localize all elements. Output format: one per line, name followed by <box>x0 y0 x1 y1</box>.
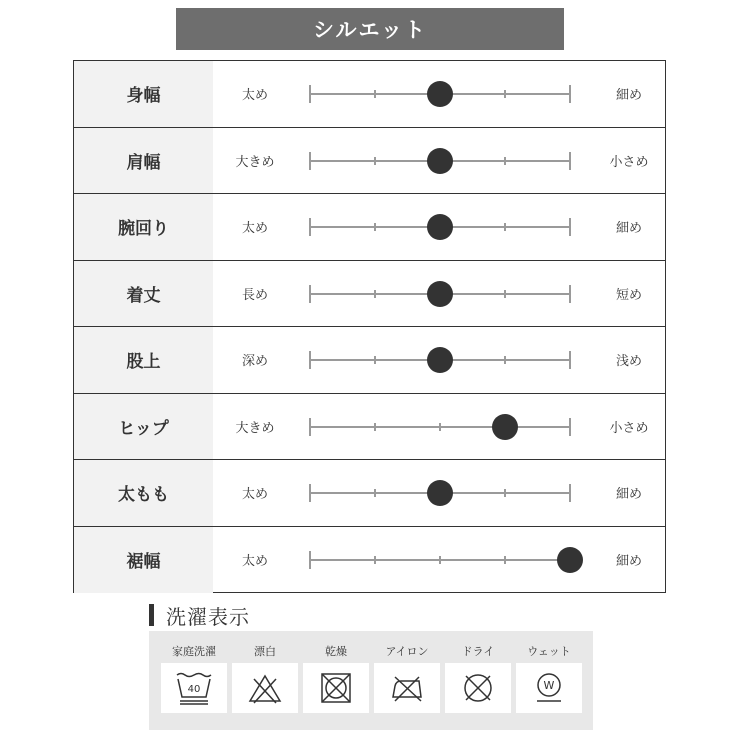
scale-tick <box>569 484 571 502</box>
scale-tick <box>504 223 506 231</box>
silhouette-row <box>74 460 665 527</box>
scale-marker <box>427 281 453 307</box>
silhouette-table <box>73 60 666 593</box>
scale-tick <box>504 556 506 564</box>
scale-tick <box>504 157 506 165</box>
wash-label: 家庭洗濯 <box>172 645 216 658</box>
scale-marker <box>557 547 583 573</box>
wash-item-dryclean <box>445 631 511 730</box>
wash-item-home <box>161 631 227 730</box>
scale-tick <box>569 285 571 303</box>
scale-tick <box>309 551 311 569</box>
wash-item-bleach <box>232 631 298 730</box>
scale-line <box>310 492 570 494</box>
scale-tick <box>309 418 311 436</box>
scale-line <box>310 559 570 561</box>
no-bleach-icon <box>232 663 298 713</box>
scale-tick <box>374 489 376 497</box>
silhouette-row <box>74 261 665 328</box>
wash-tub-40-icon <box>161 663 227 713</box>
scale-tick <box>504 290 506 298</box>
wash-heading-text: 洗濯表示 <box>166 604 250 629</box>
scale-line <box>310 160 570 162</box>
scale-line <box>310 359 570 361</box>
scale-left-label: 大きめ <box>235 420 275 436</box>
scale-tick <box>374 223 376 231</box>
scale-tick <box>569 418 571 436</box>
scale-left-label: 太め <box>241 88 268 104</box>
scale-right-label: 短め <box>615 287 642 303</box>
scale-right-label: 細め <box>615 554 642 570</box>
scale-line <box>310 293 570 295</box>
scale-right-label: 細め <box>615 487 642 503</box>
scale-tick <box>569 218 571 236</box>
heading-bar <box>149 604 154 626</box>
scale-tick <box>569 152 571 170</box>
scale-marker <box>427 214 453 240</box>
scale-tick <box>374 356 376 364</box>
row-label: 身幅 <box>74 61 213 127</box>
section-title: シルエット <box>176 8 564 50</box>
silhouette-row <box>74 194 665 261</box>
row-label: 着丈 <box>74 261 213 327</box>
no-dry-clean-icon <box>445 663 511 713</box>
scale-tick <box>374 423 376 431</box>
scale-left-label: 深め <box>241 354 268 370</box>
no-tumble-dry-icon <box>303 663 369 713</box>
scale-tick <box>439 423 441 431</box>
row-label: ヒップ <box>74 394 213 460</box>
scale-tick <box>374 556 376 564</box>
silhouette-row <box>74 394 665 461</box>
row-label: 腕回り <box>74 194 213 260</box>
silhouette-row <box>74 527 665 594</box>
scale-tick <box>374 290 376 298</box>
scale-tick <box>309 85 311 103</box>
wash-panel <box>149 631 593 730</box>
silhouette-row <box>74 128 665 195</box>
scale-left-label: 太め <box>241 554 268 570</box>
wash-item-dry <box>303 631 369 730</box>
scale-left-label: 太め <box>241 487 268 503</box>
scale-line <box>310 226 570 228</box>
scale-tick <box>309 351 311 369</box>
scale-tick <box>569 85 571 103</box>
scale-tick <box>309 218 311 236</box>
scale-left-label: 大きめ <box>235 154 275 170</box>
silhouette-row <box>74 61 665 128</box>
scale-right-label: 小さめ <box>609 154 649 170</box>
scale-left-label: 長め <box>241 287 268 303</box>
no-iron-icon <box>374 663 440 713</box>
scale-tick <box>504 90 506 98</box>
wash-heading <box>149 603 250 627</box>
scale-marker <box>427 480 453 506</box>
scale-tick <box>374 90 376 98</box>
wash-label: 漂白 <box>254 645 276 658</box>
wash-label: 乾燥 <box>325 645 347 658</box>
wet-letter: W <box>543 679 555 692</box>
wash-label: ウェット <box>527 645 571 658</box>
scale-right-label: 小さめ <box>609 420 649 436</box>
scale-right-label: 細め <box>615 221 642 237</box>
scale-tick <box>374 157 376 165</box>
row-label: 股上 <box>74 327 213 393</box>
wash-label: ドライ <box>461 645 495 658</box>
row-label: 裾幅 <box>74 527 213 594</box>
scale-tick <box>439 556 441 564</box>
scale-marker <box>427 148 453 174</box>
scale-tick <box>309 152 311 170</box>
wet-clean-icon <box>516 663 582 713</box>
scale-marker <box>427 347 453 373</box>
wash-item-wet <box>516 631 582 730</box>
row-label: 太もも <box>74 460 213 526</box>
silhouette-row <box>74 327 665 394</box>
scale-left-label: 太め <box>241 221 268 237</box>
scale-tick <box>504 489 506 497</box>
wash-item-iron <box>374 631 440 730</box>
scale-tick <box>504 356 506 364</box>
scale-tick <box>569 351 571 369</box>
scale-tick <box>309 484 311 502</box>
scale-line <box>310 93 570 95</box>
scale-tick <box>309 285 311 303</box>
row-label: 肩幅 <box>74 128 213 194</box>
scale-marker <box>427 81 453 107</box>
wash-temp: 40 <box>187 684 201 695</box>
scale-right-label: 細め <box>615 88 642 104</box>
wash-label: アイロン <box>385 645 429 658</box>
scale-line <box>310 426 570 428</box>
scale-right-label: 浅め <box>615 354 642 370</box>
scale-marker <box>492 414 518 440</box>
